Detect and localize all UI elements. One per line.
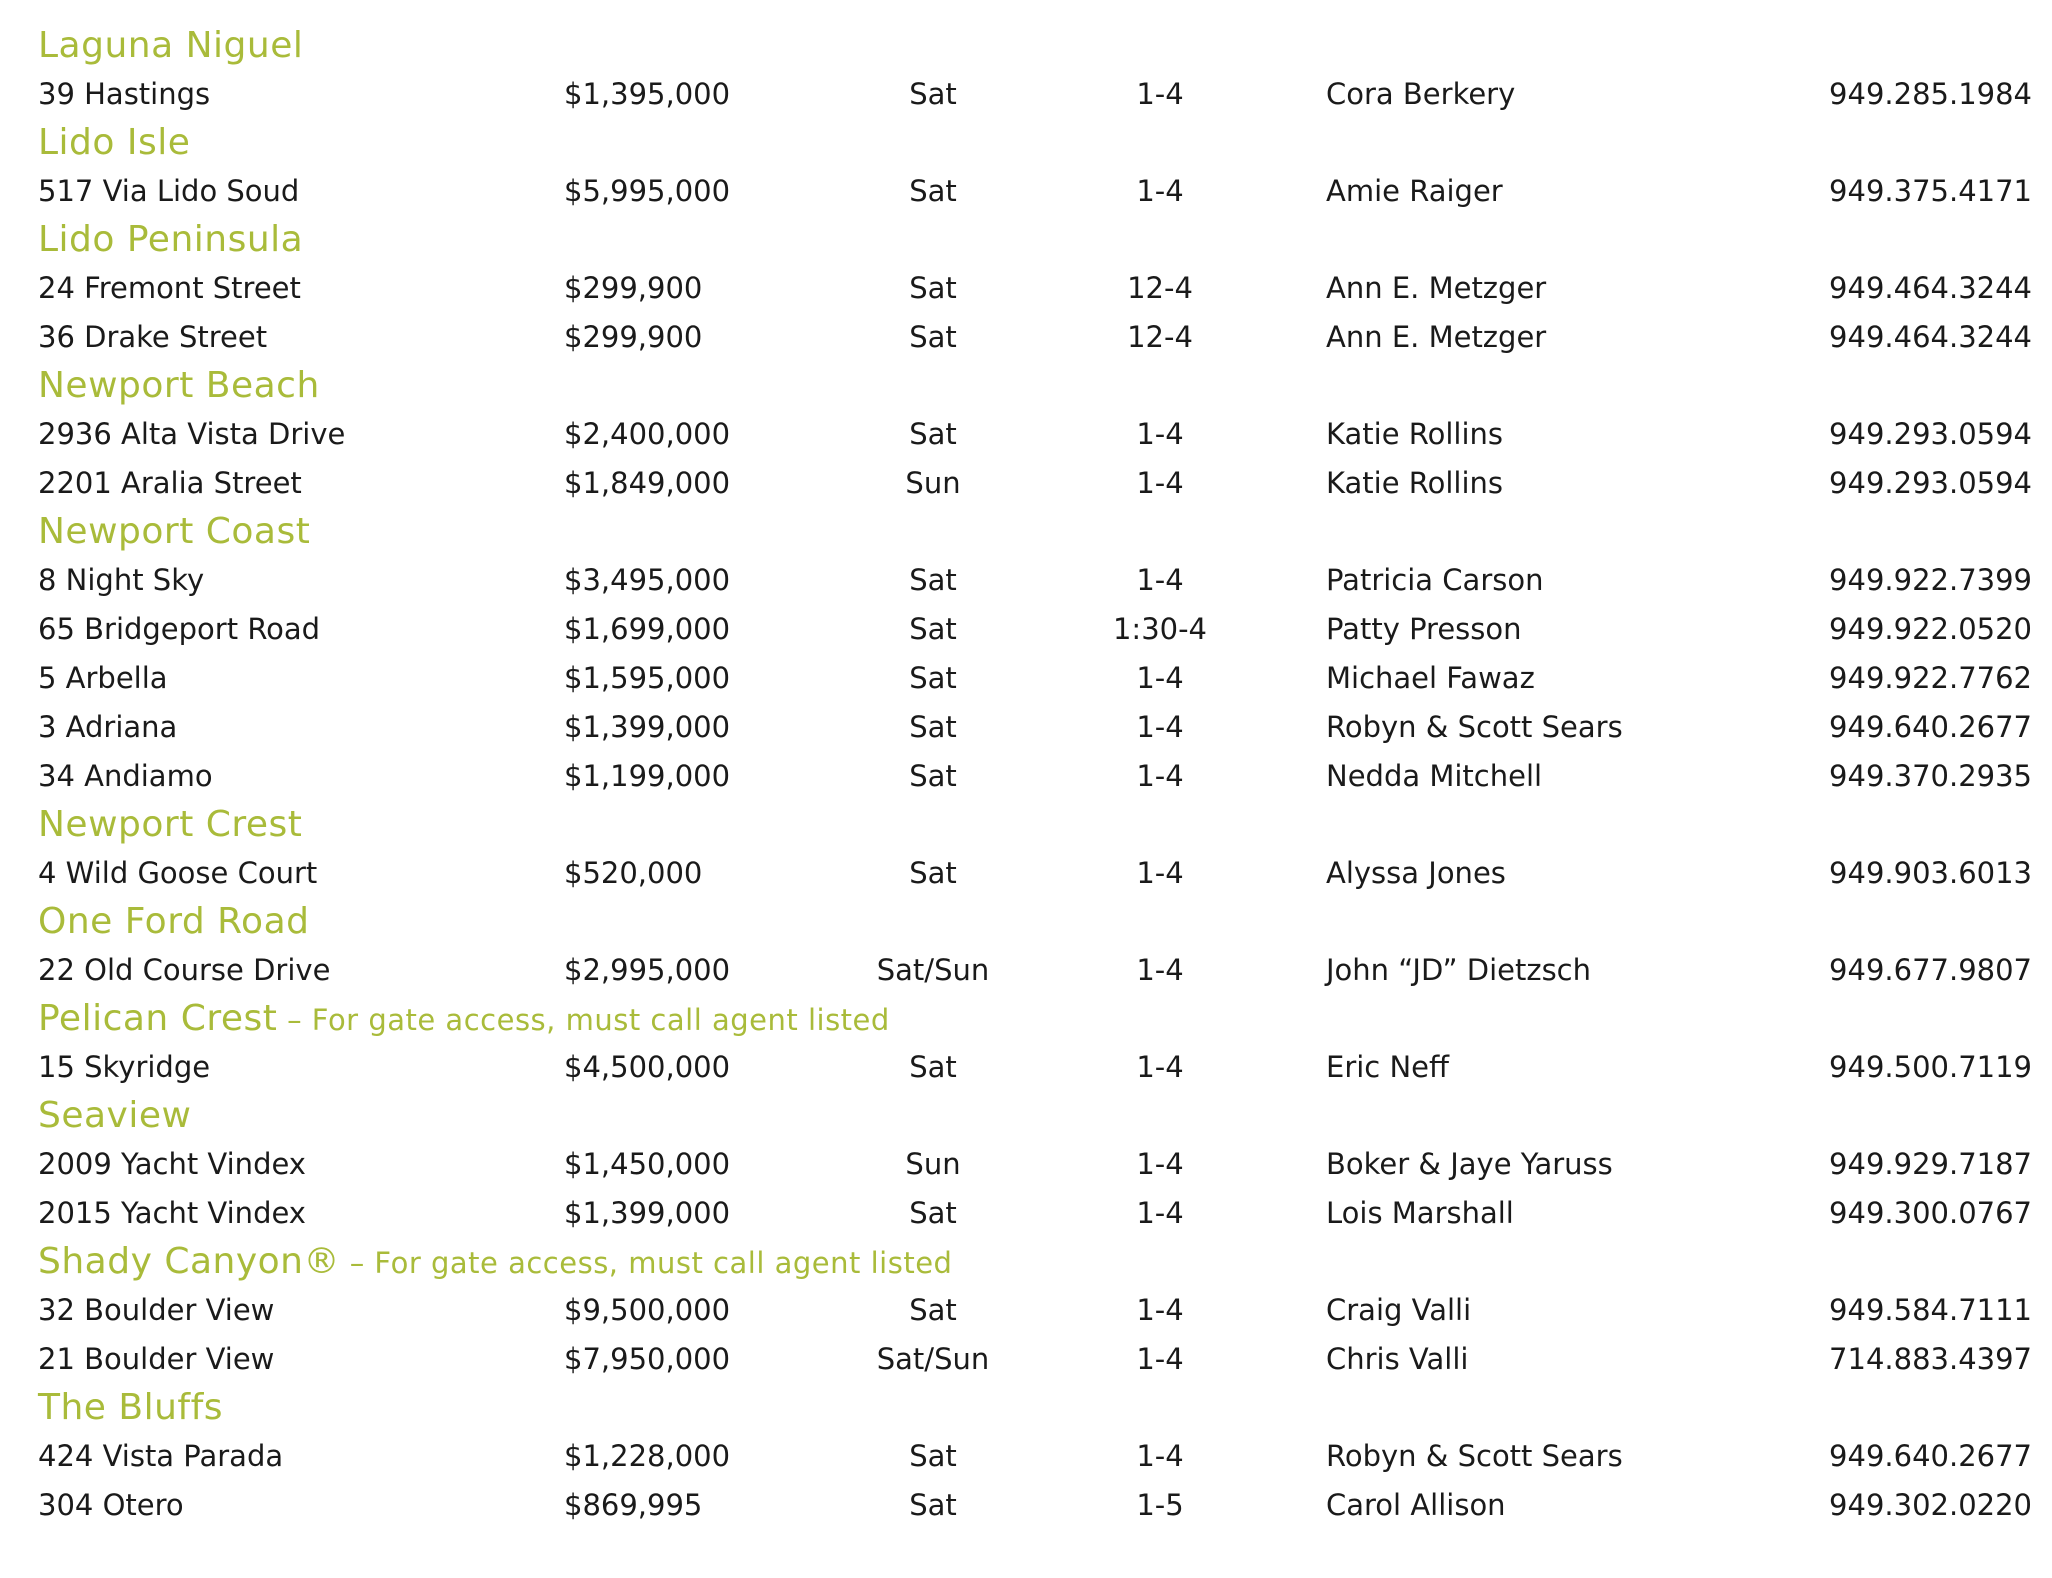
neighborhood-name: Lido Peninsula <box>38 219 304 260</box>
listing-phone: 949.922.7399 <box>1829 563 2032 597</box>
listing-address: 3 Adriana <box>38 710 178 744</box>
listing-price: $7,950,000 <box>564 1342 731 1376</box>
section-heading <box>38 362 2032 410</box>
listing-time: 1-4 <box>1136 77 1184 111</box>
listing-row <box>38 556 2032 605</box>
listing-day: Sat <box>909 320 957 354</box>
listing-address: 32 Boulder View <box>38 1293 275 1327</box>
listing-day: Sat <box>909 759 957 793</box>
listing-phone: 949.922.7762 <box>1829 661 2032 695</box>
listing-row <box>38 410 2032 459</box>
listing-address: 2201 Aralia Street <box>38 466 302 500</box>
section-heading <box>38 119 2032 167</box>
listing-time: 1-4 <box>1136 1196 1184 1230</box>
listing-time: 1-4 <box>1136 563 1184 597</box>
listing-price: $1,199,000 <box>564 759 731 793</box>
listing-price: $1,595,000 <box>564 661 731 695</box>
listing-address: 15 Skyridge <box>38 1050 211 1084</box>
listing-day: Sat <box>909 1488 957 1522</box>
listing-phone: 949.285.1984 <box>1829 77 2032 111</box>
listing-time: 1-4 <box>1136 1050 1184 1084</box>
listing-day: Sat <box>909 1050 957 1084</box>
listing-phone: 949.929.7187 <box>1829 1147 2032 1181</box>
listing-agent: Patricia Carson <box>1326 563 1544 597</box>
neighborhood-name: Newport Crest <box>38 804 303 845</box>
neighborhood-name: The Bluffs <box>38 1387 224 1428</box>
listing-agent: Ann E. Metzger <box>1326 271 1547 305</box>
listing-agent: Nedda Mitchell <box>1326 759 1543 793</box>
listing-price: $2,400,000 <box>564 417 731 451</box>
listing-row <box>38 946 2032 995</box>
listing-row <box>38 1481 2032 1530</box>
listing-address: 24 Fremont Street <box>38 271 301 305</box>
section-heading <box>38 1092 2032 1140</box>
listing-agent: John “JD” Dietzsch <box>1326 953 1592 987</box>
listing-phone: 949.293.0594 <box>1829 466 2032 500</box>
listing-agent: Robyn & Scott Sears <box>1326 1439 1623 1473</box>
listing-day: Sat <box>909 612 957 646</box>
listing-day: Sat/Sun <box>876 1342 990 1376</box>
neighborhood-name: Newport Beach <box>38 365 320 406</box>
listing-row <box>38 1140 2032 1189</box>
section-heading <box>38 22 2032 70</box>
listing-agent: Katie Rollins <box>1326 466 1504 500</box>
listing-price: $1,399,000 <box>564 710 731 744</box>
listing-day: Sat <box>909 417 957 451</box>
listing-address: 34 Andiamo <box>38 759 213 793</box>
listing-row <box>38 70 2032 119</box>
listing-row <box>38 167 2032 216</box>
listing-address: 8 Night Sky <box>38 563 205 597</box>
neighborhood-name: Pelican Crest <box>38 998 278 1039</box>
listing-day: Sat/Sun <box>876 953 990 987</box>
listing-address: 2015 Yacht Vindex <box>38 1196 306 1230</box>
listing-price: $1,399,000 <box>564 1196 731 1230</box>
listing-time: 1-5 <box>1136 1488 1184 1522</box>
listing-price: $3,495,000 <box>564 563 731 597</box>
neighborhood-name: Newport Coast <box>38 511 311 552</box>
listing-address: 517 Via Lido Soud <box>38 174 300 208</box>
listing-time: 1-4 <box>1136 856 1184 890</box>
listing-row <box>38 1189 2032 1238</box>
section-heading <box>38 1384 2032 1432</box>
listing-row <box>38 1043 2032 1092</box>
listing-address: 2936 Alta Vista Drive <box>38 417 346 451</box>
listing-phone: 949.302.0220 <box>1829 1488 2032 1522</box>
listing-phone: 949.922.0520 <box>1829 612 2032 646</box>
listing-day: Sat <box>909 710 957 744</box>
listing-price: $2,995,000 <box>564 953 731 987</box>
listing-agent: Alyssa Jones <box>1326 856 1506 890</box>
listing-price: $869,995 <box>564 1488 703 1522</box>
listing-row <box>38 605 2032 654</box>
listing-day: Sat <box>909 1196 957 1230</box>
section-heading <box>38 216 2032 264</box>
listing-row <box>38 313 2032 362</box>
listing-row <box>38 1335 2032 1384</box>
listing-time: 12-4 <box>1127 320 1193 354</box>
listing-row <box>38 654 2032 703</box>
neighborhood-name: Lido Isle <box>38 122 191 163</box>
listing-time: 1-4 <box>1136 466 1184 500</box>
listing-price: $1,450,000 <box>564 1147 731 1181</box>
listing-row <box>38 849 2032 898</box>
listing-address: 65 Bridgeport Road <box>38 612 321 646</box>
listing-time: 1-4 <box>1136 710 1184 744</box>
listing-address: 5 Arbella <box>38 661 168 695</box>
listing-address: 39 Hastings <box>38 77 211 111</box>
gate-access-note: – For gate access, must call agent listed <box>277 1003 890 1037</box>
listing-phone: 949.640.2677 <box>1829 710 2032 744</box>
listing-agent: Craig Valli <box>1326 1293 1472 1327</box>
listing-price: $1,849,000 <box>564 466 731 500</box>
listing-price: $520,000 <box>564 856 703 890</box>
listing-phone: 949.300.0767 <box>1829 1196 2032 1230</box>
listing-phone: 714.883.4397 <box>1829 1342 2032 1376</box>
listing-address: 21 Boulder View <box>38 1342 275 1376</box>
listing-agent: Robyn & Scott Sears <box>1326 710 1623 744</box>
listing-address: 36 Drake Street <box>38 320 268 354</box>
listing-day: Sun <box>905 1147 961 1181</box>
listing-row <box>38 459 2032 508</box>
listing-time: 1-4 <box>1136 1342 1184 1376</box>
listing-agent: Eric Neff <box>1326 1050 1449 1084</box>
listing-agent: Boker & Jaye Yaruss <box>1326 1147 1613 1181</box>
listing-agent: Amie Raiger <box>1326 174 1503 208</box>
listing-address: 22 Old Course Drive <box>38 953 331 987</box>
listing-day: Sat <box>909 77 957 111</box>
listing-phone: 949.375.4171 <box>1829 174 2032 208</box>
listing-price: $299,900 <box>564 271 703 305</box>
listing-price: $299,900 <box>564 320 703 354</box>
listing-phone: 949.464.3244 <box>1829 320 2032 354</box>
listing-phone: 949.293.0594 <box>1829 417 2032 451</box>
listing-agent: Cora Berkery <box>1326 77 1516 111</box>
listing-agent: Carol Allison <box>1326 1488 1506 1522</box>
neighborhood-name: Seaview <box>38 1095 192 1136</box>
listing-phone: 949.370.2935 <box>1829 759 2032 793</box>
listing-agent: Lois Marshall <box>1326 1196 1514 1230</box>
listing-time: 1:30-4 <box>1112 612 1208 646</box>
listing-address: 2009 Yacht Vindex <box>38 1147 306 1181</box>
listing-agent: Michael Fawaz <box>1326 661 1535 695</box>
section-heading <box>38 1238 2032 1286</box>
listing-day: Sat <box>909 1439 957 1473</box>
listing-agent: Ann E. Metzger <box>1326 320 1547 354</box>
listing-phone: 949.640.2677 <box>1829 1439 2032 1473</box>
listing-price: $9,500,000 <box>564 1293 731 1327</box>
listing-agent: Katie Rollins <box>1326 417 1504 451</box>
listing-time: 1-4 <box>1136 417 1184 451</box>
listing-phone: 949.903.6013 <box>1829 856 2032 890</box>
gate-access-note: – For gate access, must call agent listed <box>340 1246 953 1280</box>
listing-phone: 949.677.9807 <box>1829 953 2032 987</box>
section-heading <box>38 995 2032 1043</box>
listing-address: 4 Wild Goose Court <box>38 856 318 890</box>
listing-agent: Chris Valli <box>1326 1342 1469 1376</box>
listing-time: 1-4 <box>1136 1293 1184 1327</box>
section-heading <box>38 801 2032 849</box>
listing-day: Sat <box>909 271 957 305</box>
listing-phone: 949.500.7119 <box>1829 1050 2032 1084</box>
listing-price: $1,699,000 <box>564 612 731 646</box>
listing-day: Sat <box>909 563 957 597</box>
neighborhood-name: Shady Canyon® <box>38 1241 340 1282</box>
listing-row <box>38 1432 2032 1481</box>
listing-day: Sat <box>909 856 957 890</box>
listing-row <box>38 703 2032 752</box>
listing-time: 1-4 <box>1136 1439 1184 1473</box>
listing-time: 1-4 <box>1136 953 1184 987</box>
section-heading <box>38 508 2032 556</box>
neighborhood-name: Laguna Niguel <box>38 25 304 66</box>
listing-price: $5,995,000 <box>564 174 731 208</box>
listing-agent: Patty Presson <box>1326 612 1522 646</box>
open-house-listing <box>38 22 2032 1530</box>
listing-time: 12-4 <box>1127 271 1193 305</box>
listing-time: 1-4 <box>1136 1147 1184 1181</box>
listing-phone: 949.464.3244 <box>1829 271 2032 305</box>
neighborhood-name: One Ford Road <box>38 901 310 942</box>
listing-day: Sat <box>909 661 957 695</box>
listing-price: $1,228,000 <box>564 1439 731 1473</box>
listing-row <box>38 752 2032 801</box>
listing-day: Sat <box>909 174 957 208</box>
section-heading <box>38 898 2032 946</box>
listing-phone: 949.584.7111 <box>1829 1293 2032 1327</box>
listing-price: $4,500,000 <box>564 1050 731 1084</box>
listing-time: 1-4 <box>1136 174 1184 208</box>
listing-day: Sat <box>909 1293 957 1327</box>
listing-time: 1-4 <box>1136 661 1184 695</box>
listing-row <box>38 264 2032 313</box>
listing-price: $1,395,000 <box>564 77 731 111</box>
listing-row <box>38 1286 2032 1335</box>
listing-day: Sun <box>905 466 961 500</box>
listing-time: 1-4 <box>1136 759 1184 793</box>
listing-address: 424 Vista Parada <box>38 1439 284 1473</box>
listing-address: 304 Otero <box>38 1488 184 1522</box>
